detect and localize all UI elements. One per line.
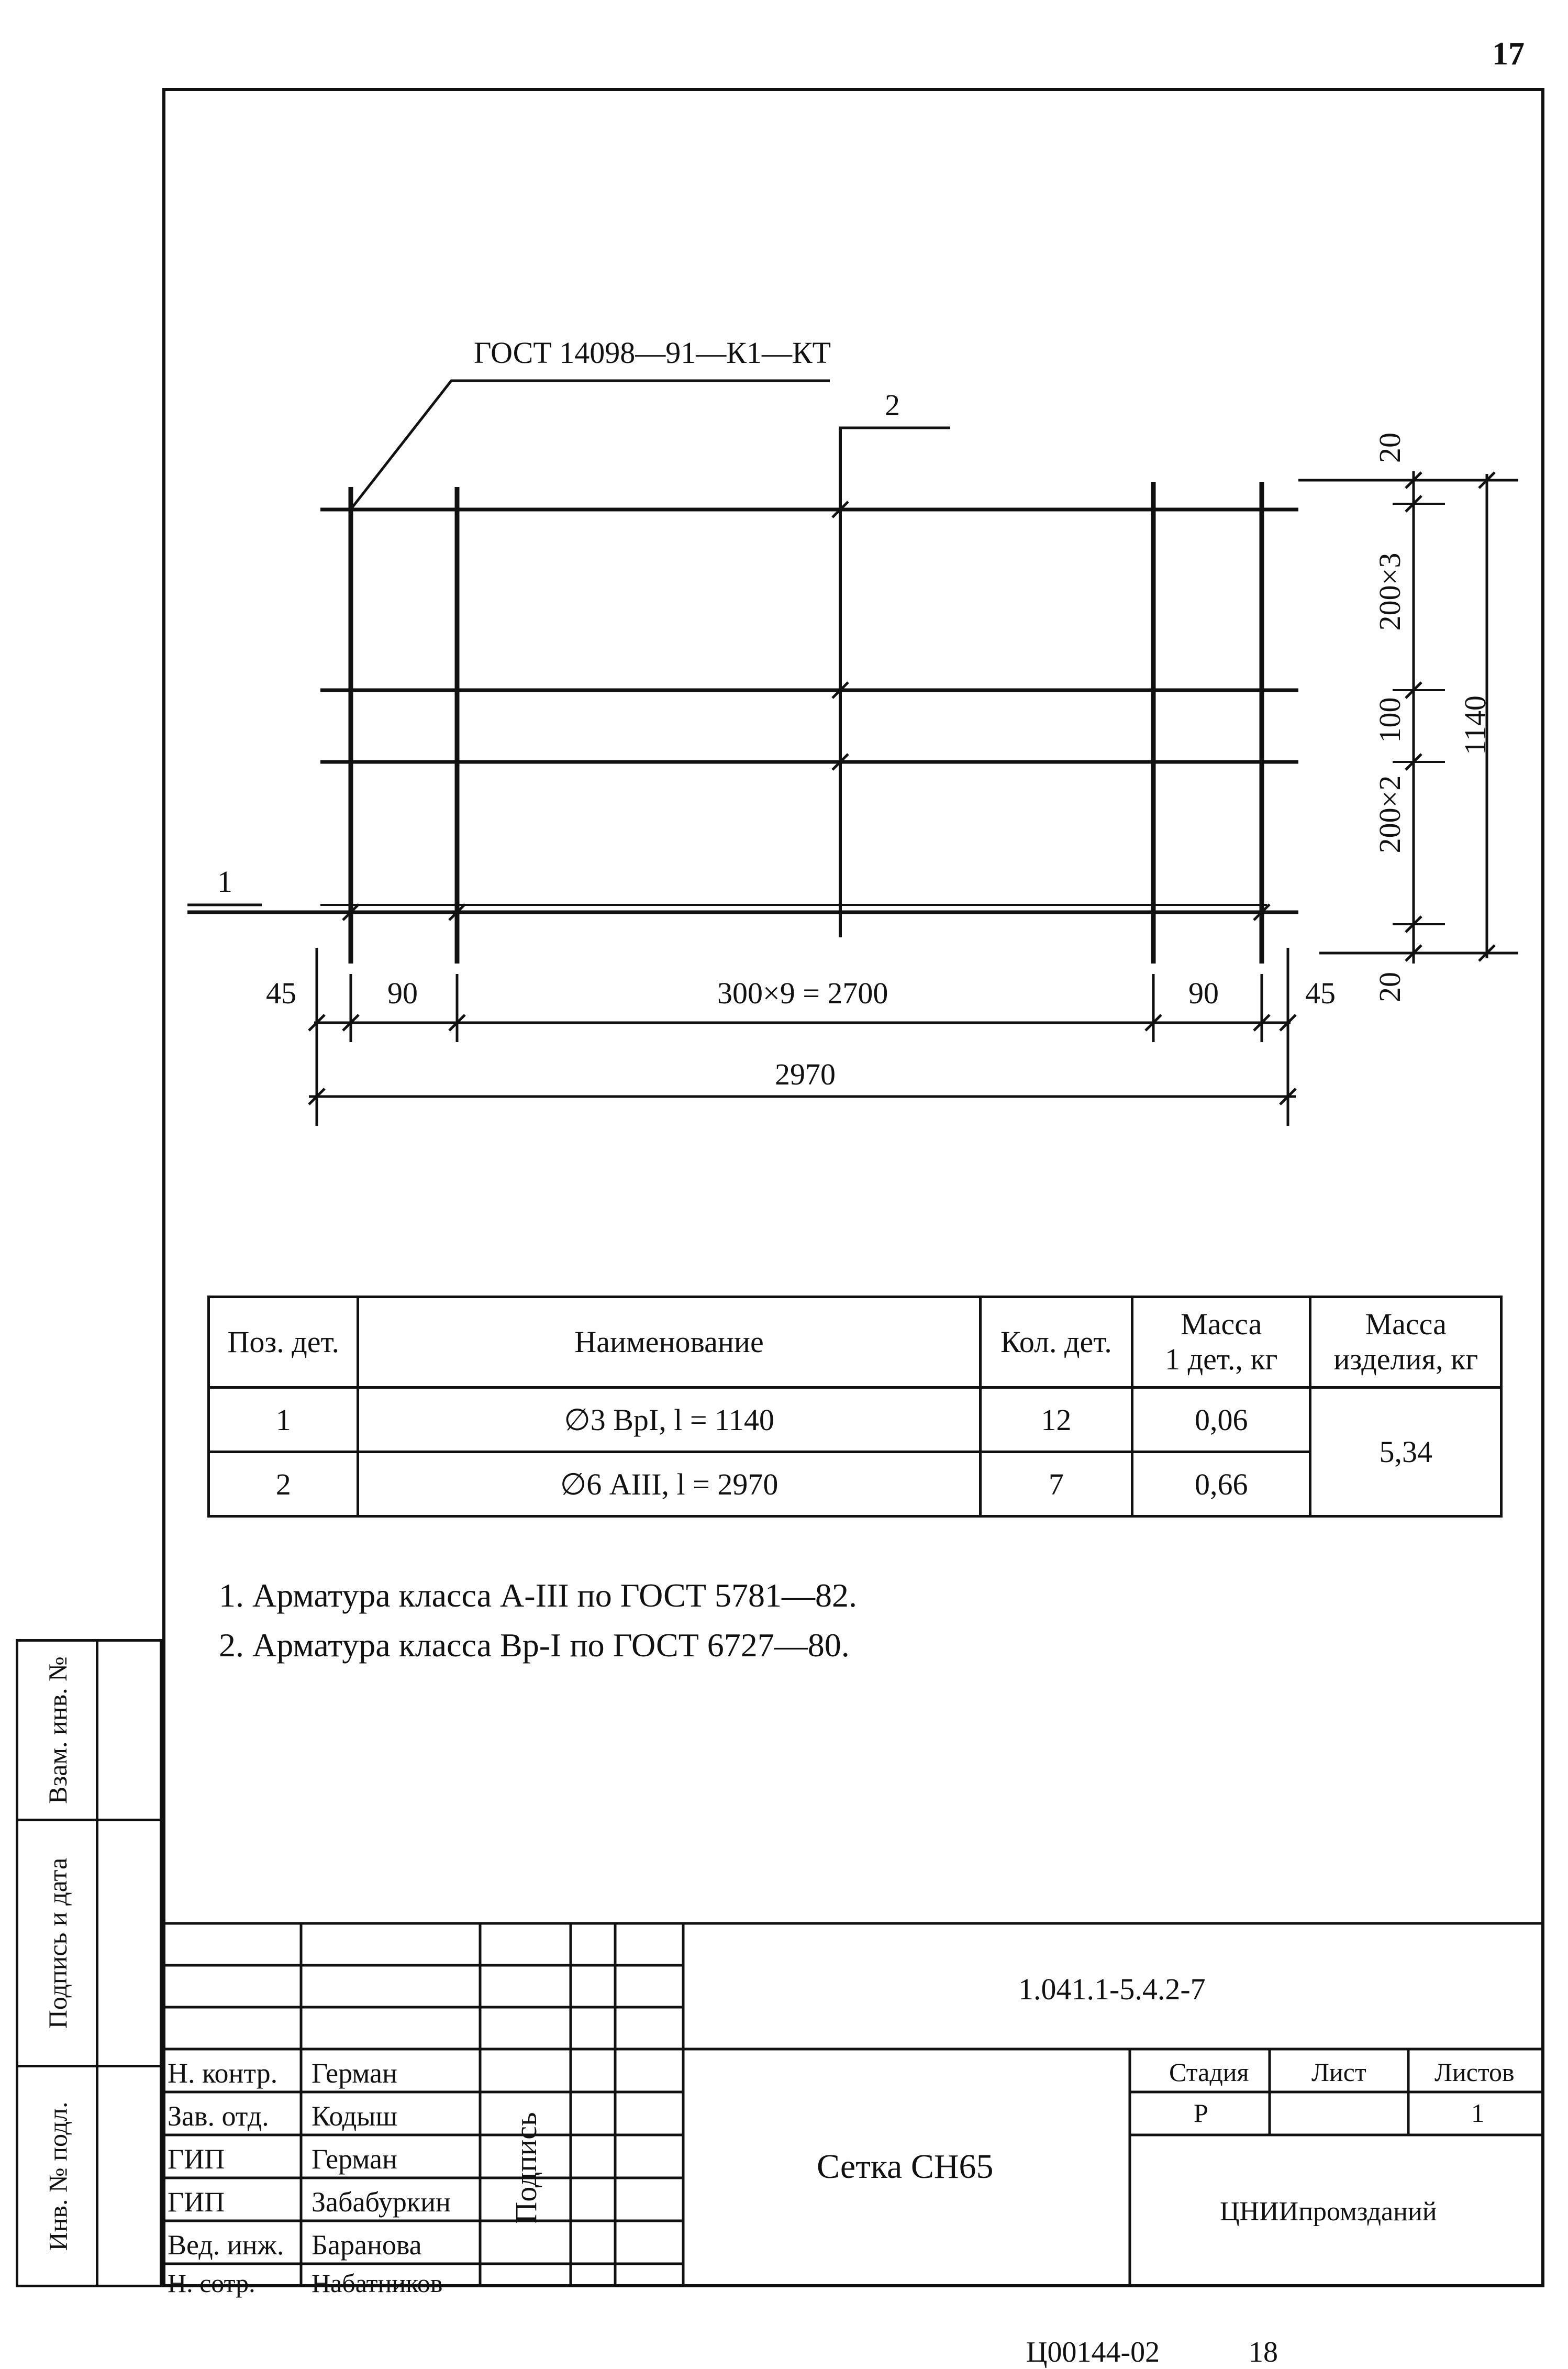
note-1: 1. Арматура класса А-III по ГОСТ 5781—82. [219, 1577, 857, 1614]
list-label: Лист [1311, 2057, 1366, 2087]
page-number: 17 [1492, 36, 1525, 72]
header-name: Наименование [358, 1297, 980, 1388]
footer-code: Ц00144-02 [1026, 2336, 1160, 2368]
role-label: Вед. инж. [168, 2229, 284, 2261]
document-code: 1.041.1-5.4.2-7 [1018, 1972, 1206, 2006]
header-pos: Поз. дет. [209, 1297, 358, 1388]
role-label: ГИП [168, 2143, 225, 2175]
dim-total-width: 2970 [775, 1057, 836, 1091]
dim-200x3: 200×3 [1373, 552, 1407, 631]
leader-gost [352, 381, 830, 508]
table-row [209, 1452, 1502, 1516]
role-label: Зав. отд. [168, 2100, 269, 2132]
side-stamp-inv: Инв. № подл. [16, 2065, 162, 2287]
side-stamp-vzam: Взам. инв. № [16, 1639, 162, 1821]
dim-90-right: 90 [1188, 976, 1219, 1010]
role-label: Н. контр. [168, 2057, 278, 2089]
position-1-label: 1 [217, 865, 232, 899]
dim-20-top: 20 [1373, 433, 1407, 463]
dim-total-height: 1140 [1458, 695, 1492, 755]
table-row [209, 1388, 1502, 1452]
cell-total-mass: 5,34 [1310, 1388, 1502, 1516]
role-label: ГИП [168, 2186, 225, 2218]
cell-mass: 0,66 [1132, 1452, 1310, 1516]
title-block [160, 1922, 1544, 2298]
role-name: Набатников [312, 2268, 443, 2298]
header-mass-each: Масса 1 дет., кг [1132, 1297, 1310, 1388]
cell-pos: 2 [209, 1452, 358, 1516]
cell-qty: 7 [980, 1452, 1132, 1516]
role-name: Баранова [312, 2229, 422, 2261]
role-name: Кодыш [312, 2100, 398, 2132]
listov-label: Листов [1434, 2057, 1515, 2087]
header-mass-total: Масса изделия, кг [1310, 1297, 1502, 1388]
specification-table [207, 1296, 1503, 1518]
role-name: Забабуркин [312, 2186, 451, 2218]
stadia-label: Стадия [1169, 2057, 1249, 2087]
dim-100: 100 [1373, 697, 1407, 743]
cell-mass: 0,06 [1132, 1388, 1310, 1452]
document-title: Сетка СН65 [817, 2147, 994, 2186]
listov-value: 1 [1471, 2098, 1484, 2128]
role-label: Н. сотр. [168, 2268, 255, 2298]
dim-200x2: 200×2 [1373, 775, 1407, 854]
dim-300x9: 300×9 = 2700 [717, 976, 888, 1010]
table-header-row [209, 1297, 1502, 1388]
dim-20-bottom: 20 [1373, 972, 1407, 1002]
footer-sheet: 18 [1249, 2336, 1278, 2368]
dim-45-left: 45 [266, 976, 296, 1010]
podpis-label: Подпись [509, 2112, 543, 2224]
leader-pos2 [840, 428, 950, 435]
stadia-value: Р [1194, 2098, 1208, 2128]
position-2-label: 2 [885, 388, 900, 422]
cell-qty: 12 [980, 1388, 1132, 1452]
gost-label: ГОСТ 14098—91—К1—КТ [474, 336, 831, 370]
role-name: Герман [312, 2057, 397, 2089]
organization: ЦНИИпромзданий [1220, 2197, 1437, 2227]
cell-name: ∅6 АIII, l = 2970 [358, 1452, 980, 1516]
note-2: 2. Арматура класса Вр-I по ГОСТ 6727—80. [219, 1626, 850, 1664]
cell-name: ∅3 ВрI, l = 1140 [358, 1388, 980, 1452]
dim-90-left: 90 [387, 976, 418, 1010]
dim-45-right: 45 [1305, 976, 1336, 1010]
cell-pos: 1 [209, 1388, 358, 1452]
role-name: Герман [312, 2143, 397, 2175]
header-qty: Кол. дет. [980, 1297, 1132, 1388]
side-stamp-podpis: Подпись и дата [16, 1819, 162, 2067]
